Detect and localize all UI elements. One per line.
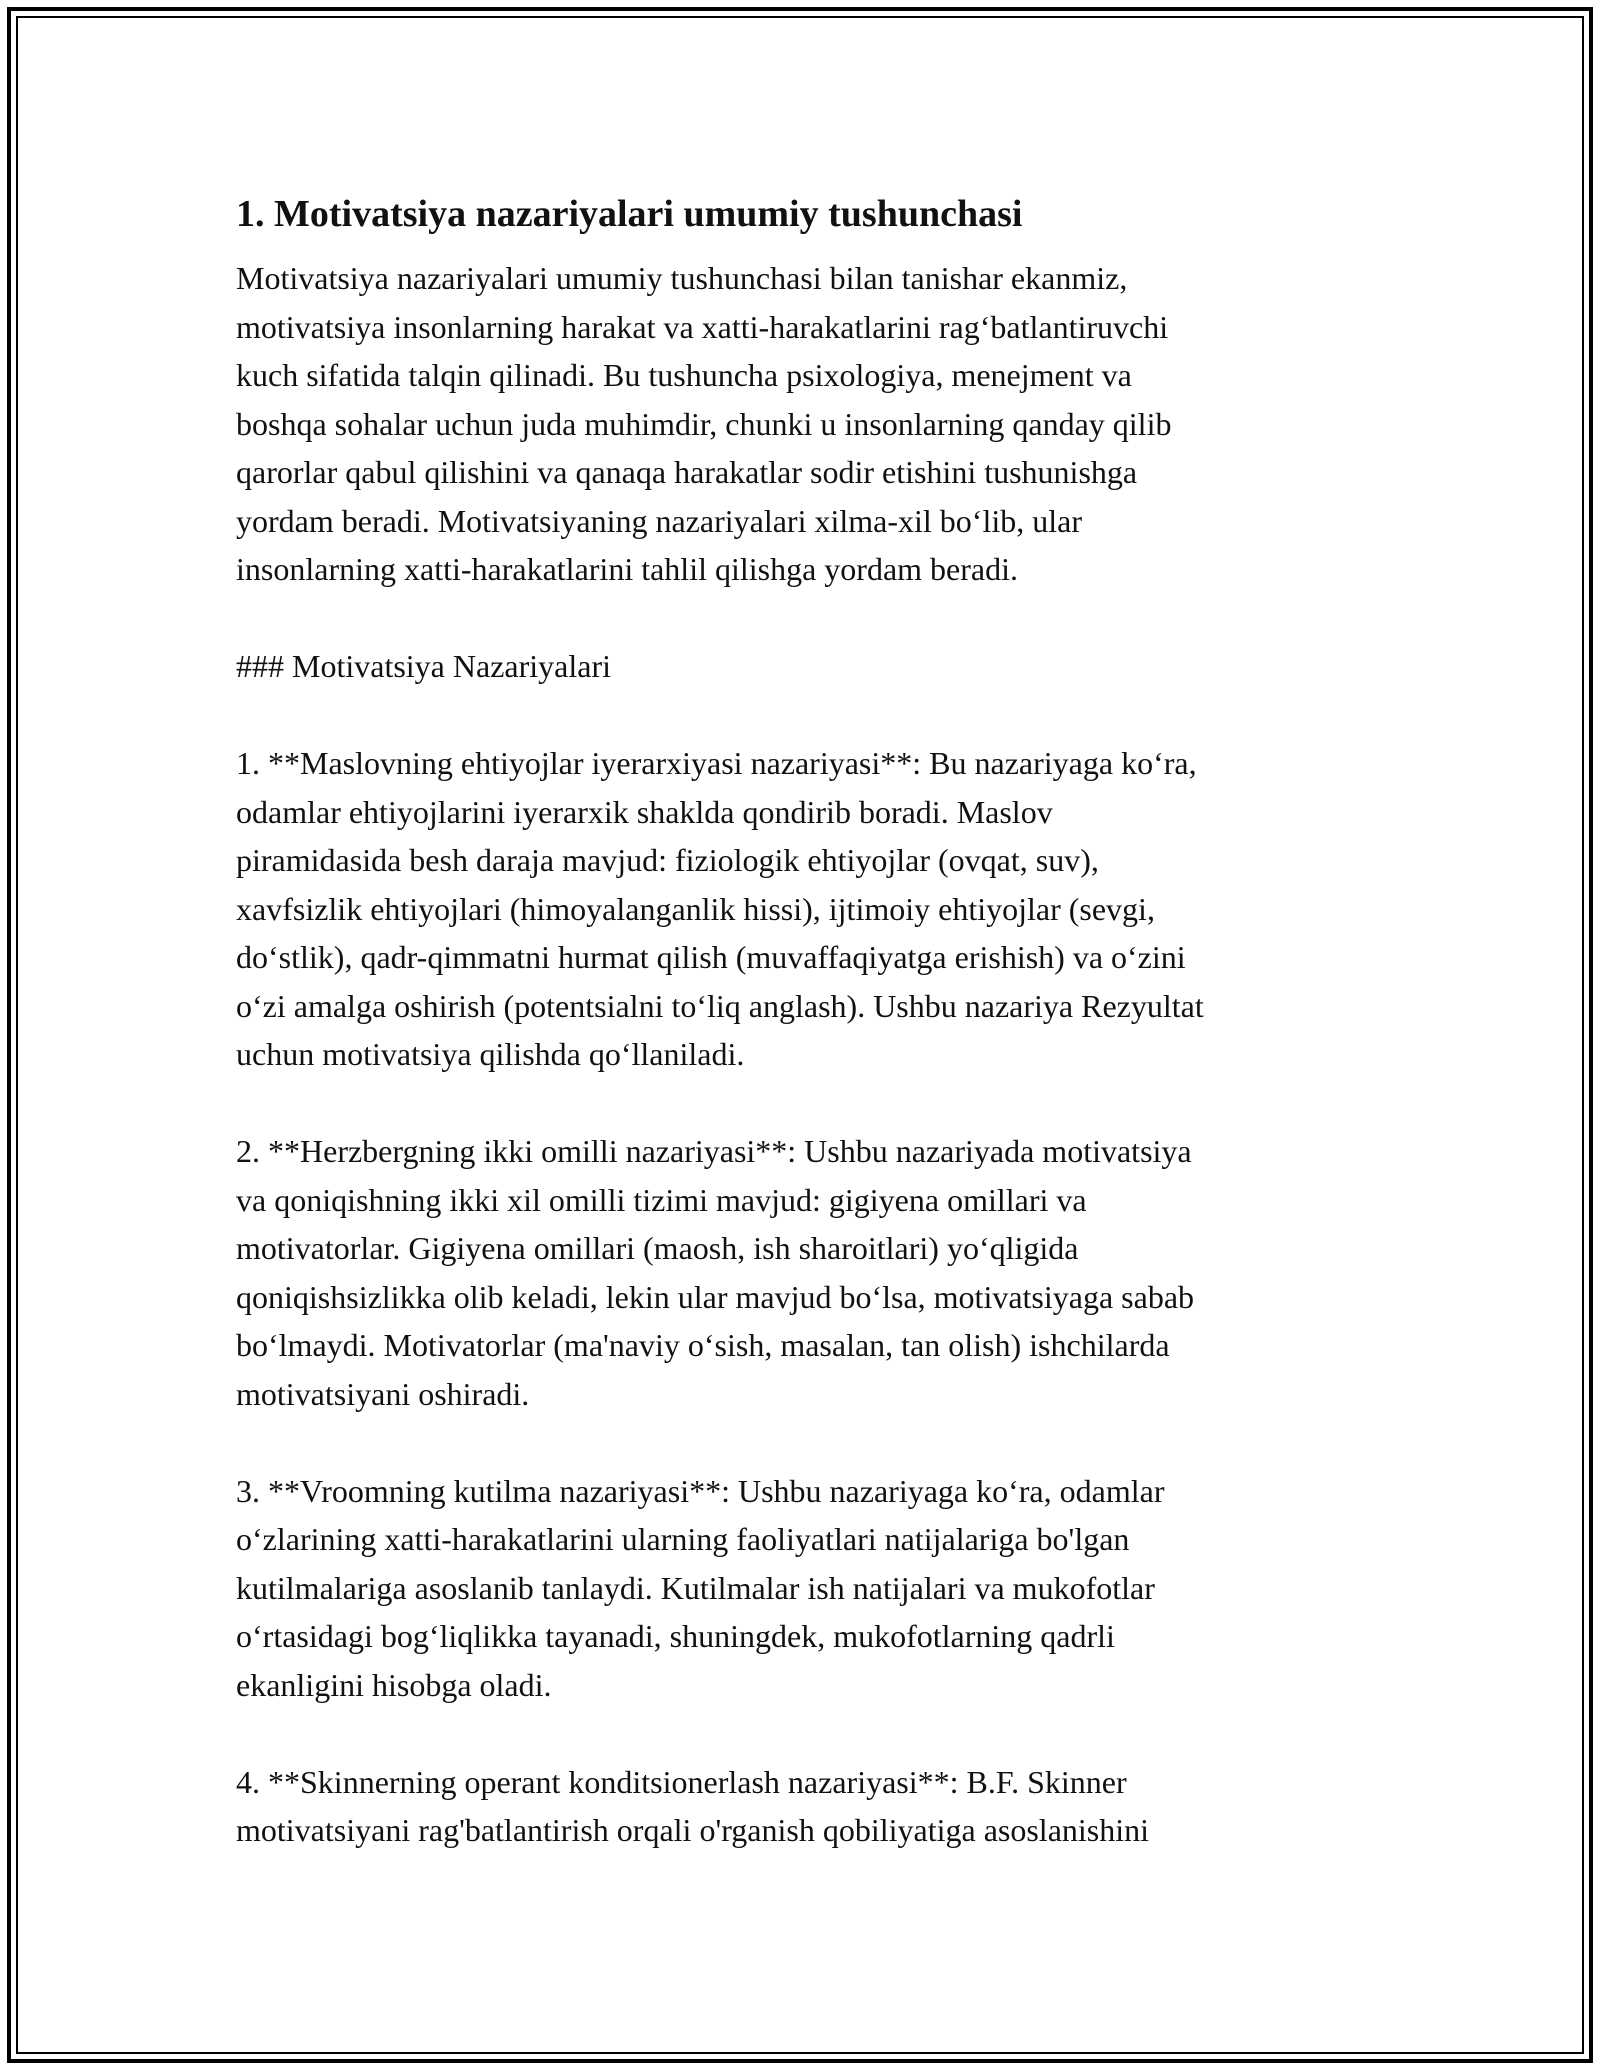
theory-item-4: 4. **Skinnerning operant konditsionerlash nazariyasi**: B.F. Skinner motivatsiyani rag'batlantirish orqali o'rganish qobiliyatiga asoslanishini (236, 1763, 1150, 1848)
section-heading: 1. Motivatsiya nazariyalari umumiy tushunchasi (236, 193, 1023, 235)
theory-item-2: 2. **Herzbergning ikki omilli nazariyasi**: Ushbu nazariyada motivatsiya va qoniqishning ikki xil omilli tizimi mavjud: gigiyena omillari va motivatorlar. Gigiyena omillari (maosh, ish sharoitlari) yo‘qligida qoniqishsizlikka olib keladi, lekin ular mavjud bo‘lsa, motivatsiyaga sabab bo‘lmaydi. Motivatorlar (ma'naviy o‘sish, masalan, tan olish) ishchilarda motivatsiyani oshiradi. (236, 1133, 1195, 1412)
theory-item-1: 1. **Maslovning ehtiyojlar iyerarxiyasi nazariyasi**: Bu nazariyaga ko‘ra, odamlar ehtiyojlarini iyerarxik shaklda qondirib boradi. Maslov piramidasida besh daraja mavjud: fiziologik ehtiyojlar (ovqat, suv), xavfsizlik ehtiyojlari (himoyalanganlik hissi), ijtimoiy ehtiyojlar (sevgi, do‘stlik), qadr-qimmatni hurmat qilish (muvaffaqiyatga erishish) va o‘zini o‘zi amalga oshirish (potentsialni to‘liq anglash). Ushbu nazariya Rezyultat uchun motivatsiya qilishda qo‘llaniladi. (236, 745, 1204, 1072)
document-body (236, 186, 1366, 1855)
paragraph-spacer (236, 1709, 1366, 1758)
paragraph-spacer (236, 1079, 1366, 1128)
theory-item-3: 3. **Vroomning kutilma nazariyasi**: Ushbu nazariyaga ko‘ra, odamlar o‘zlarining xatti-harakatlarini ularning faoliyatlari natijalariga bo'lgan kutilmalariga asoslanib tanlaydi. Kutilmalar ish natijalari va mukofotlar o‘rtasidagi bog‘liqlikka tayanadi, shuningdek, mukofotlarning qadrli ekanligini hisobga oladi. (236, 1472, 1165, 1703)
intro-paragraph: Motivatsiya nazariyalari umumiy tushunchasi bilan tanishar ekanmiz, motivatsiya insonlarning harakat va xatti-harakatlarini rag‘batlantiruvchi kuch sifatida talqin qilinadi. Bu tushuncha psixologiya, menejment va boshqa sohalar uchun juda muhimdir, chunki u insonlarning qanday qilib qarorlar qabul qilishini va qanaqa harakatlar sodir etishini tushunishga yordam beradi. Motivatsiyaning nazariyalari xilma-xil bo‘lib, ular insonlarning xatti-harakatlarini tahlil qilishga yordam beradi. (236, 260, 1172, 587)
paragraph-spacer (236, 1418, 1366, 1467)
subheading-text: ### Motivatsiya Nazariyalari (236, 648, 611, 684)
paragraph-spacer (236, 691, 1366, 740)
paragraph-spacer (236, 594, 1366, 643)
